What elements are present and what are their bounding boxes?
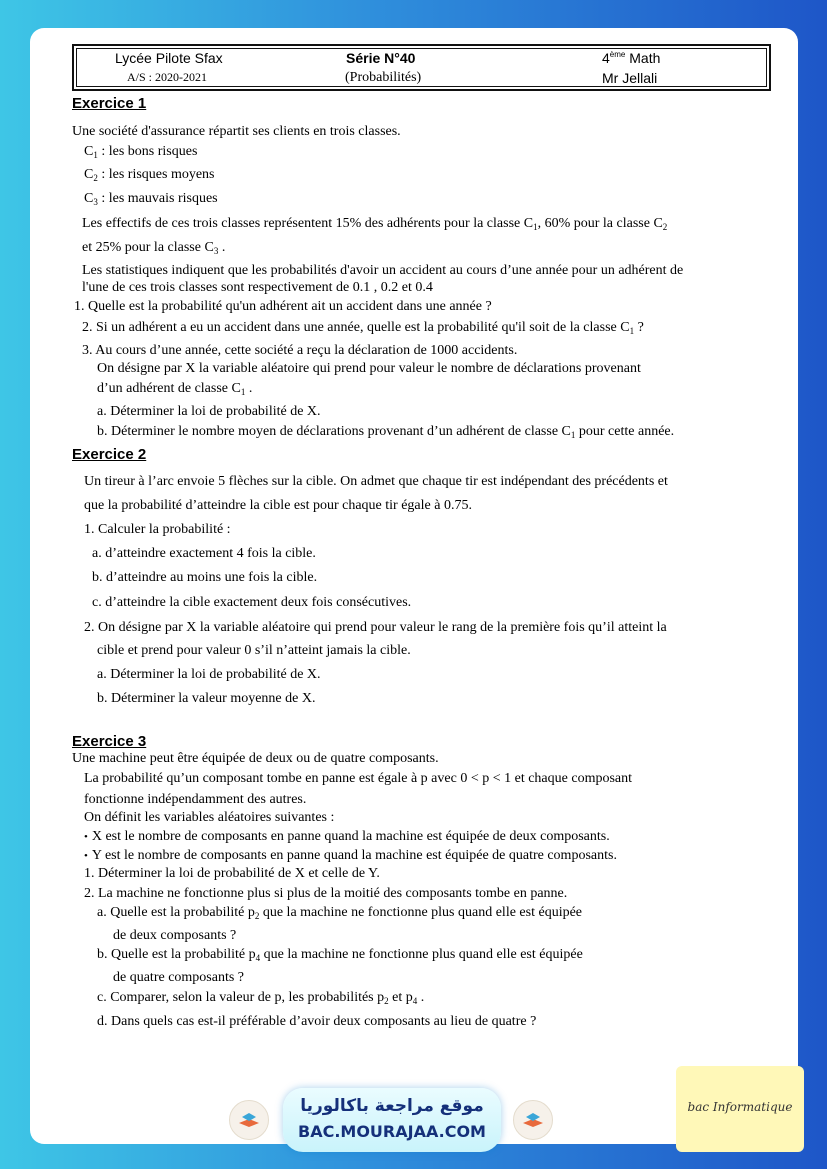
ex1-class-3: $C_3$ : les mauvais risques	[84, 191, 218, 207]
ex1-question-3: 3. Au cours d’une année, cette société a reçu la déclaration de 1000 accidents.	[82, 343, 518, 358]
exercise-2-title: Exercice 2	[72, 446, 147, 463]
ex3-bullet-y: • Y est le nombre de composants en panne quand la machine est équipée de quatre composants.	[84, 848, 617, 863]
ex3-question-2d: d. Dans quels cas est-il préférable d’avoir deux composants au lieu de quatre ?	[97, 1014, 537, 1029]
ex1-intro: Une société d'assurance répartit ses clients en trois classes.	[72, 124, 401, 139]
ex1-stats-line2: l'une de ces trois classes sont respectivement de 0.1 , 0.2 et 0.4	[82, 280, 433, 295]
grade-label: 4ème Math	[602, 50, 661, 66]
ex2-question-2b: b. Déterminer la valeur moyenne de X.	[97, 691, 316, 706]
bullet-icon: •	[84, 831, 88, 843]
teacher-name: Mr Jellali	[602, 70, 658, 86]
series-title: Série N°40	[346, 50, 416, 66]
ex3-bullet-x: • X est le nombre de composants en panne quand la machine est équipée de deux composants.	[84, 829, 610, 844]
ex2-question-2-line2: cible et prend pour valeur 0 s’il n’atteint jamais la cible.	[97, 643, 411, 658]
exercise-1-title: Exercice 1	[72, 95, 147, 112]
ex2-line-2: que la probabilité d’atteindre la cible est pour chaque tir égale à 0.75.	[84, 498, 472, 513]
ex1-question-2: 2. Si un adhérent a eu un accident dans une année, quelle est la probabilité qu'il soit de la classe $C_1$ ?	[82, 320, 644, 336]
ex1-effectifs-line2: et 25% pour la classe $C_3$ .	[82, 240, 226, 256]
ex3-question-2c: c. Comparer, selon la valeur de p, les probabilités $p_2$ et $p_4$ .	[97, 990, 425, 1006]
exercise-3-title: Exercice 3	[72, 733, 147, 750]
ex3-question-2b-line2: de quatre composants ?	[113, 970, 245, 985]
series-subject: (Probabilités)	[345, 70, 422, 85]
ex3-line-4: On définit les variables aléatoires suivantes :	[84, 810, 335, 825]
ex1-question-3a: a. Déterminer la loi de probabilité de X.	[97, 404, 321, 419]
ex2-question-1b: b. d’atteindre au moins une fois la cible.	[92, 570, 318, 585]
site-logo-left	[229, 1100, 269, 1140]
ex3-question-2a: a. Quelle est la probabilité $p_2$ que la machine ne fonctionne plus quand elle est équipée	[97, 905, 583, 921]
school-name: Lycée Pilote Sfax	[115, 50, 223, 66]
ex1-question-3-line2: On désigne par X la variable aléatoire qui prend pour valeur le nombre de déclarations provenant	[97, 361, 641, 376]
ex3-question-2b: b. Quelle est la probabilité $p_4$ que la machine ne fonctionne plus quand elle est équipée	[97, 947, 583, 963]
ex1-question-3b: b. Déterminer le nombre moyen de déclarations provenant d’un adhérent de classe $C_1$ pour cette année.	[97, 424, 675, 440]
ex2-question-1c: c. d’atteindre la cible exactement deux fois consécutives.	[92, 595, 412, 610]
ex1-question-3-line3: d’un adhérent de classe $C_1$ .	[97, 381, 253, 397]
bullet-icon: •	[84, 850, 88, 862]
bac-informatique-text: bac Informatique	[687, 1100, 793, 1114]
book-logo-icon	[230, 1101, 268, 1139]
site-logo-right	[513, 1100, 553, 1140]
ex1-stats-line1: Les statistiques indiquent que les probabilités d'avoir un accident au cours d’une année pour un adhérent de	[82, 263, 684, 278]
ex1-question-1: 1. Quelle est la probabilité qu'un adhérent ait un accident dans une année ?	[74, 299, 492, 314]
ex2-question-2: 2. On désigne par X la variable aléatoire qui prend pour valeur le rang de la première fois qu’il atteint la	[84, 620, 667, 635]
footer-banner[interactable]	[283, 1088, 501, 1152]
bac-informatique-badge	[676, 1066, 804, 1152]
ex1-class-2: $C_2$ : les risques moyens	[84, 167, 215, 183]
ex3-question-1: 1. Déterminer la loi de probabilité de X et celle de Y.	[84, 866, 380, 881]
ex2-line-1: Un tireur à l’arc envoie 5 flèches sur la cible. On admet que chaque tir est indépendant des précédents et	[84, 474, 668, 489]
ex2-question-1a: a. d’atteindre exactement 4 fois la cible.	[92, 546, 316, 561]
footer-url-link[interactable]: BAC.MOURAJAA.COM	[298, 1122, 486, 1141]
ex2-question-1: 1. Calculer la probabilité :	[84, 522, 231, 537]
school-year: A/S : 2020-2021	[127, 70, 208, 84]
ex3-question-2: 2. La machine ne fonctionne plus si plus de la moitié des composants tombe en panne.	[84, 886, 568, 901]
footer-arabic-title: موقع مراجعة باكالوريا	[300, 1096, 484, 1116]
ex1-class-1: $C_1$ : les bons risques	[84, 144, 198, 160]
ex3-line-2: La probabilité qu’un composant tombe en panne est égale à p avec 0 < p < 1 et chaque composant	[84, 771, 633, 786]
book-logo-icon	[514, 1101, 552, 1139]
ex2-question-2a: a. Déterminer la loi de probabilité de X.	[97, 667, 321, 682]
ex3-line-1: Une machine peut être équipée de deux ou de quatre composants.	[72, 751, 439, 766]
ex3-question-2a-line2: de deux composants ?	[113, 928, 237, 943]
ex3-line-3: fonctionne indépendamment des autres.	[84, 792, 307, 807]
ex1-effectifs-line1: Les effectifs de ces trois classes représentent 15% des adhérents pour la classe $C_1$, 60% pour la classe $C_2$	[82, 216, 668, 232]
